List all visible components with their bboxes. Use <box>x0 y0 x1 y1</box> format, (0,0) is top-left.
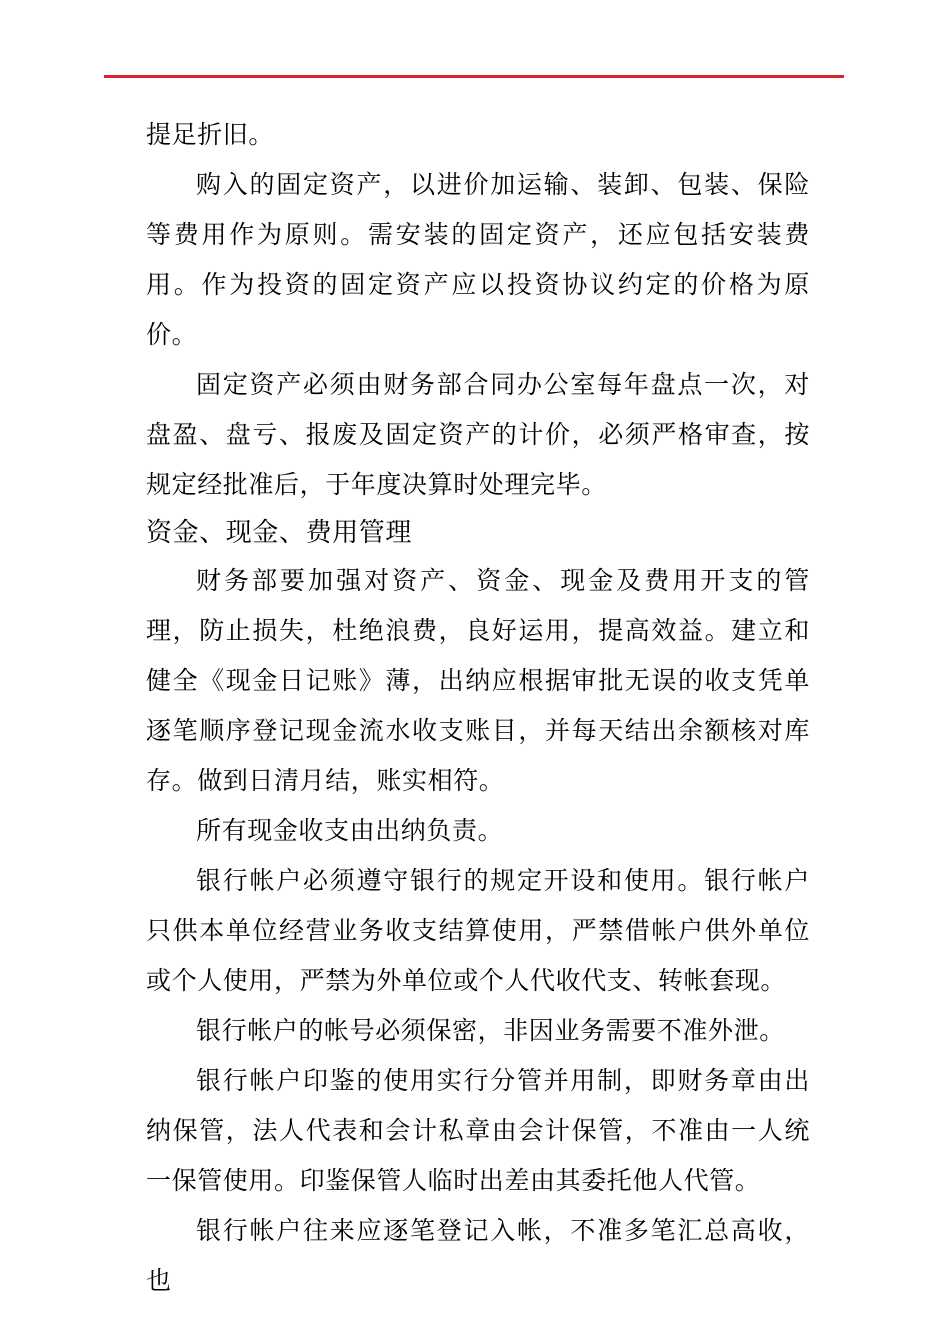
header-rule <box>104 75 844 78</box>
document-body <box>146 110 810 1306</box>
paragraph-account-secrecy: 银行帐户的帐号必须保密，非因业务需要不准外泄。 <box>196 1016 785 1045</box>
section-heading: 资金、现金、费用管理 <box>146 518 413 548</box>
paragraph-purchased-assets: 购入的固定资产，以进价加运输、装卸、包装、保险等费用作为原则。需安装的固定资产，还应包括安装费用。作为投资的固定资产应以投资协议约定的价格为原价。 <box>146 170 810 349</box>
paragraph-continuation: 提足折旧。 <box>146 120 275 149</box>
paragraph-cashier: 所有现金收支由出纳负责。 <box>196 816 504 845</box>
paragraph-account-entries: 银行帐户往来应逐笔登记入帐，不准多笔汇总高收，也 <box>146 1216 810 1295</box>
paragraph-bank-account-usage: 银行帐户必须遵守银行的规定开设和使用。银行帐户只供本单位经营业务收支结算使用，严禁借帐户供外单位或个人使用，严禁为外单位或个人代收代支、转帐套现。 <box>146 866 810 995</box>
paragraph-cash-management: 财务部要加强对资产、资金、现金及费用开支的管理，防止损失，杜绝浪费，良好运用，提高效益。建立和健全《现金日记账》薄，出纳应根据审批无误的收支凭单逐笔顺序登记现金流水收支账目，并每天结出余额核对库存。做到日清月结，账实相符。 <box>146 566 810 795</box>
paragraph-seal-management: 银行帐户印鉴的使用实行分管并用制，即财务章由出纳保管，法人代表和会计私章由会计保管，不准由一人统一保管使用。印鉴保管人临时出差由其委托他人代管。 <box>146 1066 810 1195</box>
paragraph-asset-inventory: 固定资产必须由财务部合同办公室每年盘点一次，对盘盈、盘亏、报废及固定资产的计价，必须严格审查，按规定经批准后，于年度决算时处理完毕。 <box>146 370 810 499</box>
